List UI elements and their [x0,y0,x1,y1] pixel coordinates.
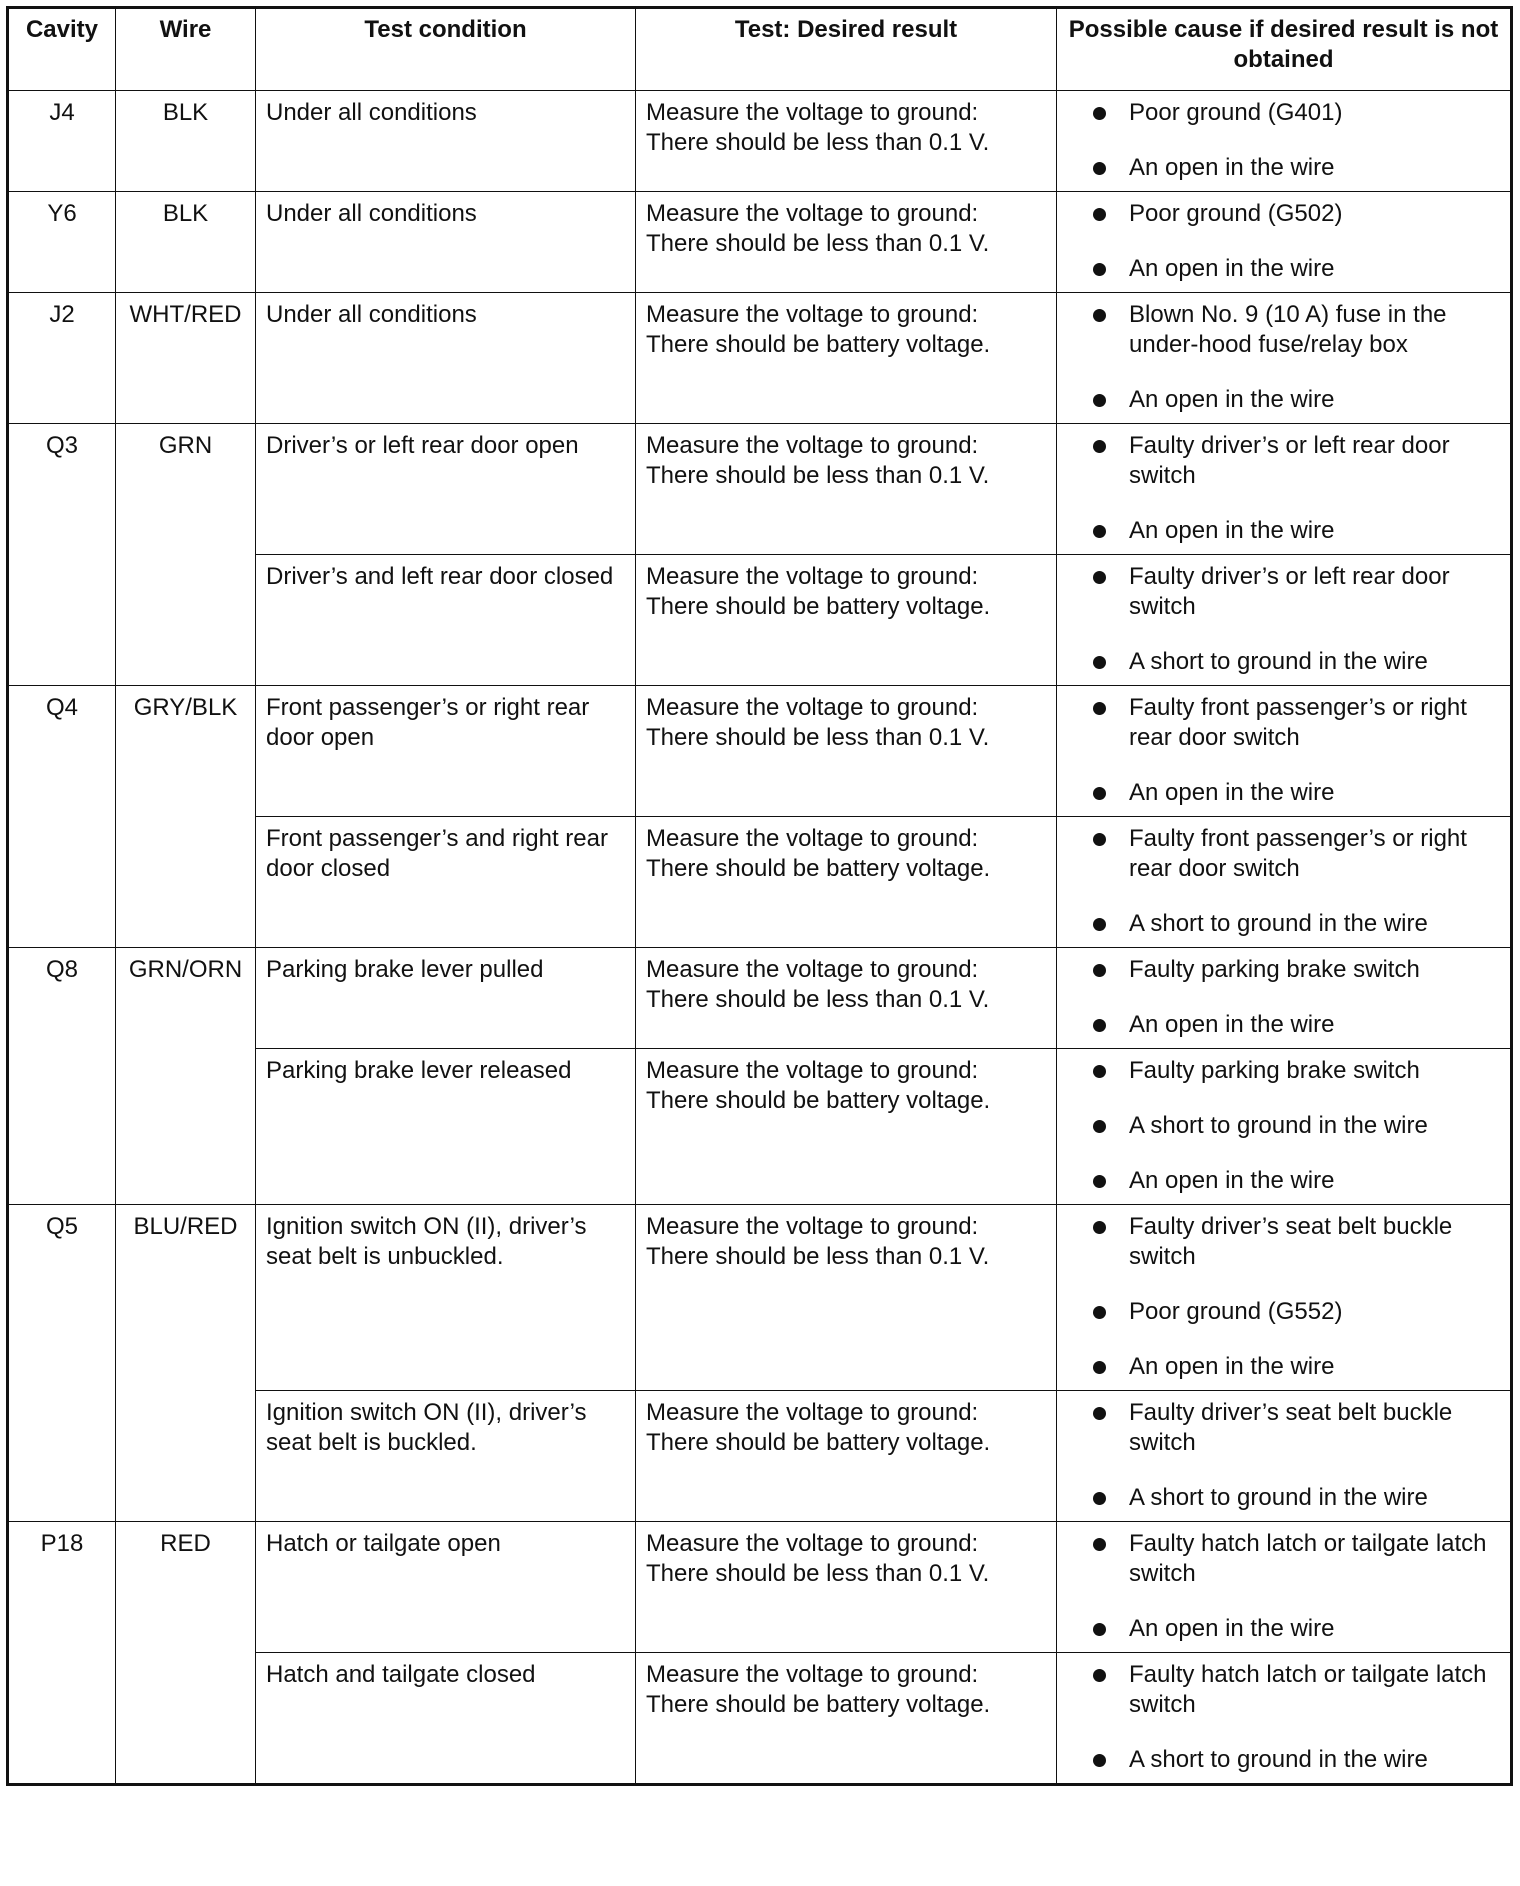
bullet-icon [1093,1120,1106,1133]
cause-item [1093,300,1500,360]
result-instruction: Measure the voltage to ground: [646,563,979,590]
cause-item [1093,1398,1500,1458]
wire-color-cell: RED [116,1522,256,1785]
test-condition-cell: Under all conditions [256,192,636,293]
header-test-condition: Test condition [256,8,636,91]
wire-color-cell: BLK [116,91,256,192]
cause-text: An open in the wire [1129,1011,1335,1038]
desired-result-cell [636,293,1057,424]
cause-item [1093,1212,1500,1272]
cause-list [1067,1212,1500,1382]
result-instruction: Measure the voltage to ground: [646,1399,979,1426]
possible-cause-cell [1057,1049,1512,1205]
test-condition-cell: Ignition switch ON (II), driver’s seat belt is unbuckled. [256,1205,636,1391]
test-condition-cell: Front passenger’s and right rear door closed [256,817,636,948]
possible-cause-cell [1057,1205,1512,1391]
document-page [6,6,1513,1786]
cause-text: Faulty hatch latch or tailgate latch switch [1129,1530,1487,1587]
cause-item [1093,1010,1500,1040]
result-instruction: Measure the voltage to ground: [646,1057,979,1084]
cause-item [1093,1529,1500,1589]
cavity-cell: Y6 [8,192,116,293]
circuit-test-table [6,6,1513,1786]
cause-item [1093,955,1500,985]
possible-cause-cell [1057,1653,1512,1785]
table-row [8,1522,1512,1653]
cause-text: An open in the wire [1129,1167,1335,1194]
cause-text: A short to ground in the wire [1129,1484,1428,1511]
bullet-icon [1093,1361,1106,1374]
cause-item [1093,1614,1500,1644]
bullet-icon [1093,1538,1106,1551]
wire-color-cell: GRN/ORN [116,948,256,1205]
header-wire: Wire [116,8,256,91]
desired-result-cell [636,817,1057,948]
cause-item [1093,1297,1500,1327]
result-instruction: Measure the voltage to ground: [646,1530,979,1557]
bullet-icon [1093,1019,1106,1032]
result-instruction: Measure the voltage to ground: [646,956,979,983]
bullet-icon [1093,440,1106,453]
desired-result-cell [636,686,1057,817]
cause-text: Poor ground (G401) [1129,99,1343,126]
bullet-icon [1093,571,1106,584]
result-instruction: Measure the voltage to ground: [646,99,979,126]
desired-result-cell [636,555,1057,686]
test-condition-cell: Under all conditions [256,91,636,192]
bullet-icon [1093,263,1106,276]
cause-item [1093,516,1500,546]
cause-item [1093,562,1500,622]
bullet-icon [1093,787,1106,800]
possible-cause-cell [1057,1391,1512,1522]
result-expectation: There should be less than 0.1 V. [646,1560,990,1587]
bullet-icon [1093,525,1106,538]
test-condition-cell: Driver’s and left rear door closed [256,555,636,686]
cause-text: An open in the wire [1129,255,1335,282]
result-expectation: There should be battery voltage. [646,331,991,358]
cause-list [1067,1398,1500,1513]
cause-item [1093,693,1500,753]
result-expectation: There should be battery voltage. [646,1087,991,1114]
cause-item [1093,1745,1500,1775]
bullet-icon [1093,208,1106,221]
desired-result-cell [636,1391,1057,1522]
possible-cause-cell [1057,686,1512,817]
cause-item [1093,431,1500,491]
cause-item [1093,909,1500,939]
possible-cause-cell [1057,948,1512,1049]
cause-item [1093,385,1500,415]
possible-cause-cell [1057,817,1512,948]
test-condition-cell: Parking brake lever released [256,1049,636,1205]
possible-cause-cell [1057,424,1512,555]
cause-item [1093,1660,1500,1720]
cause-list [1067,98,1500,183]
bullet-icon [1093,1175,1106,1188]
result-expectation: There should be less than 0.1 V. [646,129,990,156]
wire-color-cell: WHT/RED [116,293,256,424]
cause-list [1067,199,1500,284]
test-condition-cell: Under all conditions [256,293,636,424]
wire-color-cell: GRN [116,424,256,686]
possible-cause-cell [1057,555,1512,686]
test-condition-cell: Parking brake lever pulled [256,948,636,1049]
cause-text: An open in the wire [1129,517,1335,544]
cause-item [1093,1111,1500,1141]
bullet-icon [1093,1221,1106,1234]
bullet-icon [1093,918,1106,931]
result-expectation: There should be less than 0.1 V. [646,1243,990,1270]
cause-list [1067,955,1500,1040]
wire-color-cell: BLK [116,192,256,293]
desired-result-cell [636,1049,1057,1205]
cause-list [1067,824,1500,939]
possible-cause-cell [1057,192,1512,293]
bullet-icon [1093,833,1106,846]
table-row [8,686,1512,817]
table-row [8,1205,1512,1391]
cause-text: Poor ground (G552) [1129,1298,1343,1325]
desired-result-cell [636,424,1057,555]
result-instruction: Measure the voltage to ground: [646,1213,979,1240]
cause-text: Faulty driver’s or left rear door switch [1129,432,1450,489]
cause-item [1093,98,1500,128]
cavity-cell: J2 [8,293,116,424]
test-condition-cell: Ignition switch ON (II), driver’s seat belt is buckled. [256,1391,636,1522]
bullet-icon [1093,1407,1106,1420]
result-expectation: There should be battery voltage. [646,1429,991,1456]
table-row [8,948,1512,1049]
cause-text: An open in the wire [1129,1615,1335,1642]
cause-text: Faulty parking brake switch [1129,956,1420,983]
result-expectation: There should be battery voltage. [646,593,991,620]
cause-item [1093,153,1500,183]
header-desired-result: Test: Desired result [636,8,1057,91]
bullet-icon [1093,1492,1106,1505]
cause-text: An open in the wire [1129,386,1335,413]
cause-list [1067,1056,1500,1196]
cause-text: An open in the wire [1129,154,1335,181]
cause-list [1067,693,1500,808]
bullet-icon [1093,309,1106,322]
desired-result-cell [636,948,1057,1049]
cause-item [1093,1352,1500,1382]
cavity-cell: Q8 [8,948,116,1205]
bullet-icon [1093,1306,1106,1319]
result-expectation: There should be battery voltage. [646,1691,991,1718]
desired-result-cell [636,1653,1057,1785]
desired-result-cell [636,192,1057,293]
desired-result-cell [636,91,1057,192]
test-condition-cell: Hatch and tailgate closed [256,1653,636,1785]
cause-item [1093,254,1500,284]
bullet-icon [1093,162,1106,175]
cause-item [1093,778,1500,808]
result-expectation: There should be battery voltage. [646,855,991,882]
bullet-icon [1093,107,1106,120]
result-instruction: Measure the voltage to ground: [646,825,979,852]
cavity-cell: Q5 [8,1205,116,1522]
bullet-icon [1093,1065,1106,1078]
cause-text: A short to ground in the wire [1129,1112,1428,1139]
cavity-cell: Q3 [8,424,116,686]
wire-color-cell: BLU/RED [116,1205,256,1522]
cause-list [1067,562,1500,677]
possible-cause-cell [1057,293,1512,424]
test-condition-cell: Front passenger’s or right rear door open [256,686,636,817]
cause-item [1093,199,1500,229]
test-condition-cell: Hatch or tailgate open [256,1522,636,1653]
result-expectation: There should be less than 0.1 V. [646,986,990,1013]
header-cavity: Cavity [8,8,116,91]
possible-cause-cell [1057,1522,1512,1653]
cause-text: Faulty front passenger’s or right rear door switch [1129,694,1467,751]
bullet-icon [1093,1669,1106,1682]
cause-list [1067,1660,1500,1775]
cause-text: Faulty driver’s seat belt buckle switch [1129,1399,1453,1456]
wire-color-cell: GRY/BLK [116,686,256,948]
result-instruction: Measure the voltage to ground: [646,1661,979,1688]
cause-text: Poor ground (G502) [1129,200,1343,227]
cause-text: A short to ground in the wire [1129,1746,1428,1773]
result-expectation: There should be less than 0.1 V. [646,230,990,257]
cause-text: Faulty hatch latch or tailgate latch switch [1129,1661,1487,1718]
header-row [8,8,1512,91]
cause-text: An open in the wire [1129,1353,1335,1380]
table-body [8,91,1512,1785]
bullet-icon [1093,964,1106,977]
cause-text: Faulty front passenger’s or right rear door switch [1129,825,1467,882]
cause-item [1093,1056,1500,1086]
result-instruction: Measure the voltage to ground: [646,432,979,459]
cause-text: A short to ground in the wire [1129,910,1428,937]
table-row [8,192,1512,293]
bullet-icon [1093,702,1106,715]
cause-item [1093,647,1500,677]
result-instruction: Measure the voltage to ground: [646,301,979,328]
cause-text: A short to ground in the wire [1129,648,1428,675]
cavity-cell: J4 [8,91,116,192]
test-condition-cell: Driver’s or left rear door open [256,424,636,555]
cavity-cell: P18 [8,1522,116,1785]
table-row [8,91,1512,192]
cause-list [1067,1529,1500,1644]
cause-text: Faulty driver’s seat belt buckle switch [1129,1213,1453,1270]
possible-cause-cell [1057,91,1512,192]
table-row [8,424,1512,555]
cause-text: Blown No. 9 (10 A) fuse in the under-hood fuse/relay box [1129,301,1447,358]
result-expectation: There should be less than 0.1 V. [646,462,990,489]
desired-result-cell [636,1522,1057,1653]
bullet-icon [1093,1754,1106,1767]
cavity-cell: Q4 [8,686,116,948]
header-possible-cause: Possible cause if desired result is not obtained [1057,8,1512,91]
cause-list [1067,300,1500,415]
cause-text: Faulty driver’s or left rear door switch [1129,563,1450,620]
cause-text: Faulty parking brake switch [1129,1057,1420,1084]
result-instruction: Measure the voltage to ground: [646,694,979,721]
cause-item [1093,824,1500,884]
cause-list [1067,431,1500,546]
bullet-icon [1093,656,1106,669]
bullet-icon [1093,1623,1106,1636]
desired-result-cell [636,1205,1057,1391]
table-row [8,293,1512,424]
bullet-icon [1093,394,1106,407]
result-instruction: Measure the voltage to ground: [646,200,979,227]
cause-item [1093,1483,1500,1513]
cause-text: An open in the wire [1129,779,1335,806]
result-expectation: There should be less than 0.1 V. [646,724,990,751]
cause-item [1093,1166,1500,1196]
